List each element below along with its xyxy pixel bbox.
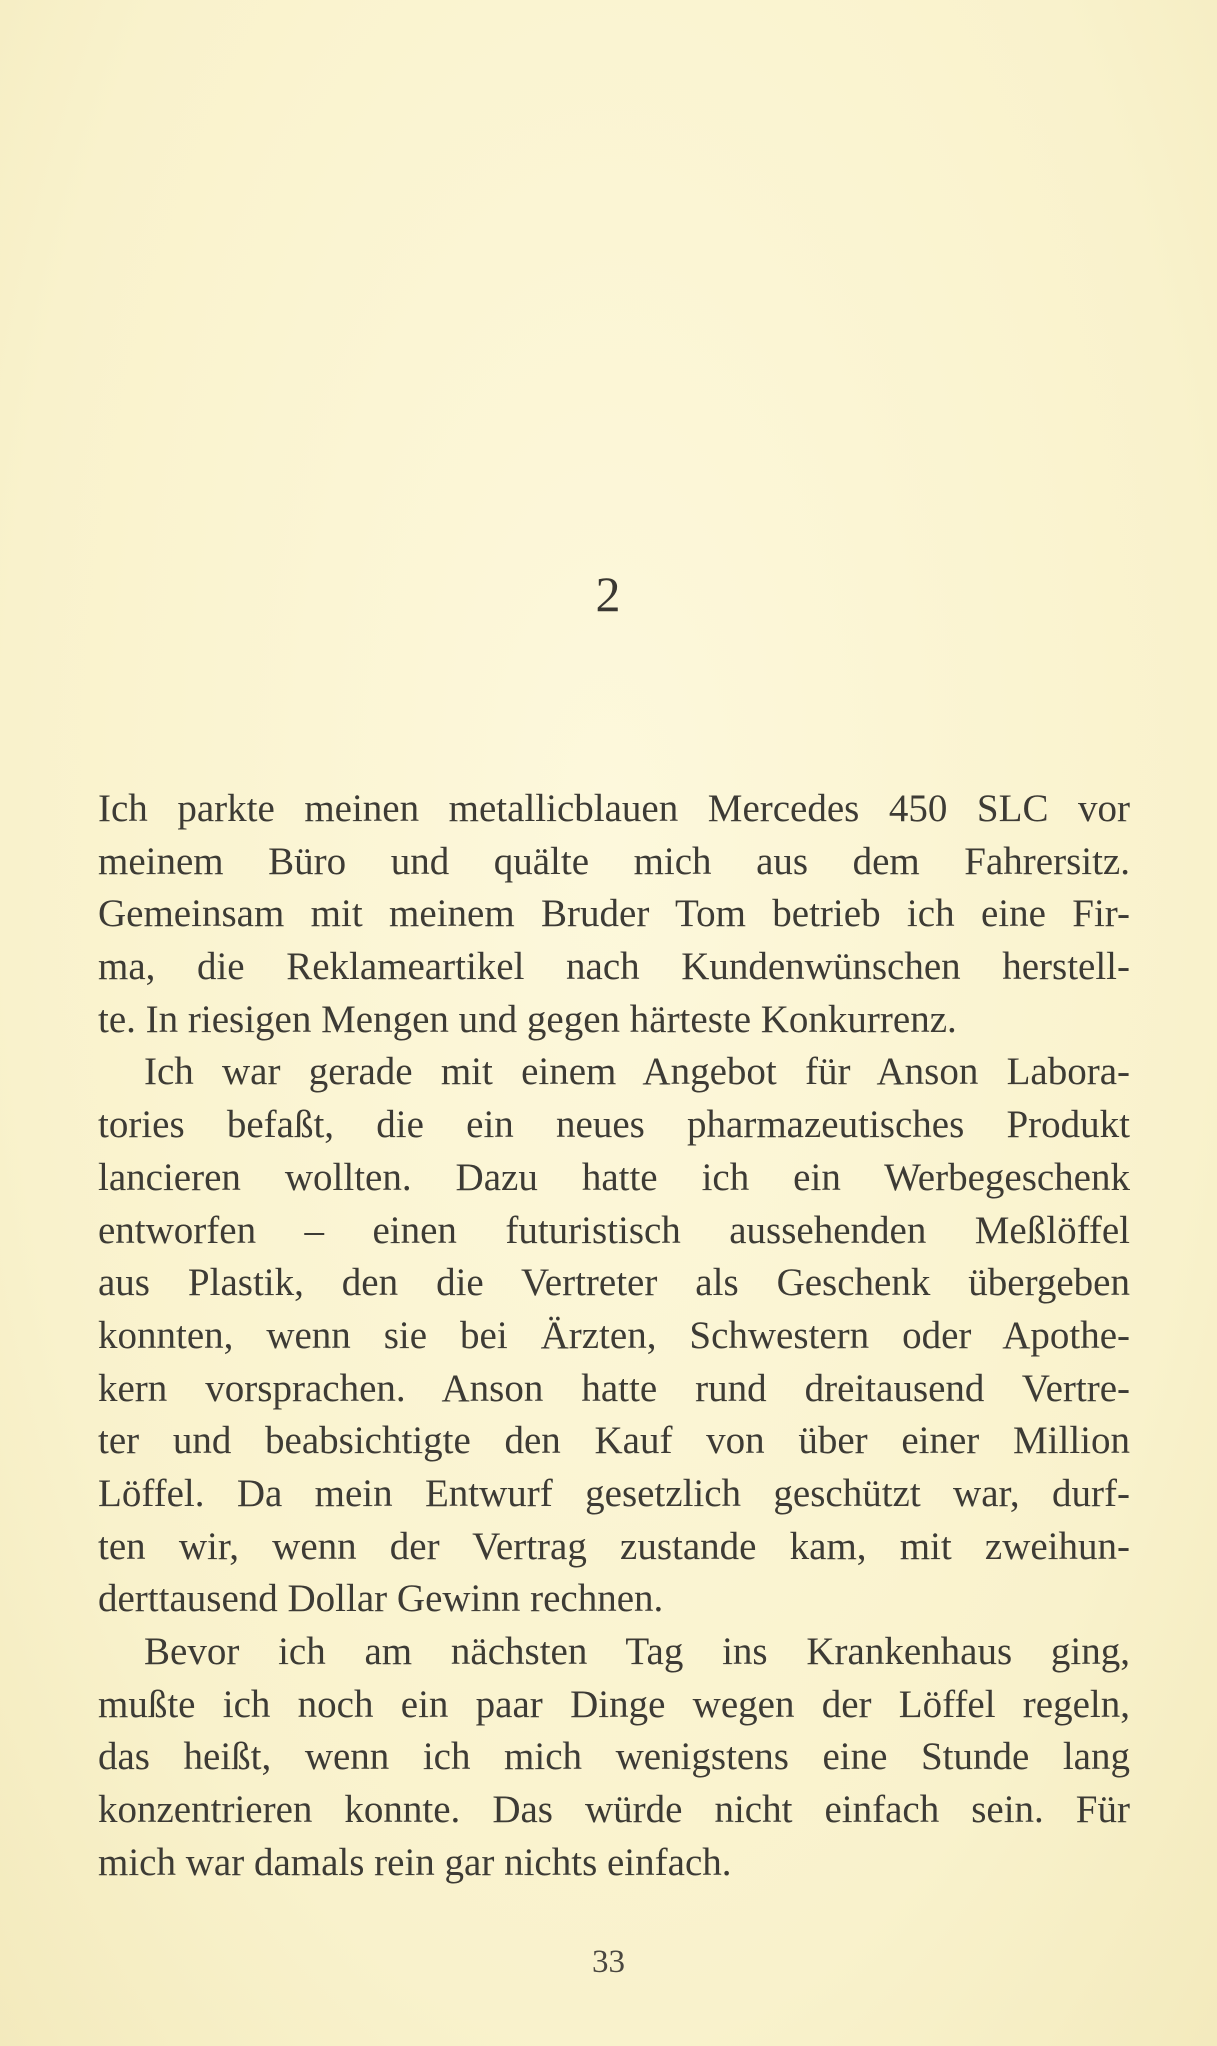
paragraph-1 — [98, 783, 1130, 1046]
text-line: Ich war gerade mit einem Angebot für Anson Labora- — [144, 1050, 1130, 1094]
text-line: te. In riesigen Mengen und gegen härteste Konkurrenz. — [98, 997, 957, 1041]
paragraph-3 — [98, 1626, 1130, 1889]
paragraph-2 — [98, 1046, 1130, 1626]
text-line: Bevor ich am nächsten Tag ins Krankenhaus ging, — [144, 1630, 1130, 1673]
text-line: konzentrieren konnte. Das würde nicht einfach sein. Für — [98, 1788, 1130, 1832]
page-number: 33 — [592, 1944, 625, 1980]
text-line: ten wir, wenn der Vertrag zustande kam, mit zweihun- — [98, 1524, 1130, 1568]
text-line: aus Plastik, den die Vertreter als Geschenk übergeben — [98, 1261, 1130, 1305]
text-line: konnten, wenn sie bei Ärzten, Schwestern oder Apothe- — [98, 1313, 1130, 1357]
text-line: mich war damals rein gar nichts einfach. — [98, 1840, 732, 1884]
text-line: Gemeinsam mit meinem Bruder Tom betrieb ich eine Fir- — [98, 892, 1130, 936]
text-line: entworfen – einen futuristisch aussehenden Meßlöffel — [98, 1208, 1130, 1252]
text-line: ma, die Reklameartikel nach Kundenwünschen herstell- — [98, 945, 1130, 989]
text-line: lancieren wollten. Dazu hatte ich ein Werbegeschenk — [98, 1155, 1130, 1199]
text-line: Ich parkte meinen metallicblauen Mercedes 450 SLC vor — [98, 787, 1130, 830]
chapter-number: 2 — [595, 566, 622, 622]
text-line: das heißt, wenn ich mich wenigstens eine Stunde lang — [98, 1735, 1130, 1779]
text-line: mußte ich noch ein paar Dinge wegen der Löffel regeln, — [98, 1682, 1130, 1726]
text-line: kern vorsprachen. Anson hatte rund dreitausend Vertre- — [98, 1366, 1130, 1410]
text-line: Löffel. Da mein Entwurf gesetzlich geschützt war, durf- — [98, 1471, 1130, 1515]
body-text — [98, 783, 1130, 1889]
text-line: derttausend Dollar Gewinn rechnen. — [98, 1577, 664, 1621]
text-line: ter und beabsichtigte den Kauf von über einer Million — [98, 1419, 1130, 1463]
text-line: meinem Büro und quälte mich aus dem Fahrersitz. — [98, 839, 1130, 883]
text-line: tories befaßt, die ein neues pharmazeutisches Produkt — [98, 1103, 1130, 1147]
